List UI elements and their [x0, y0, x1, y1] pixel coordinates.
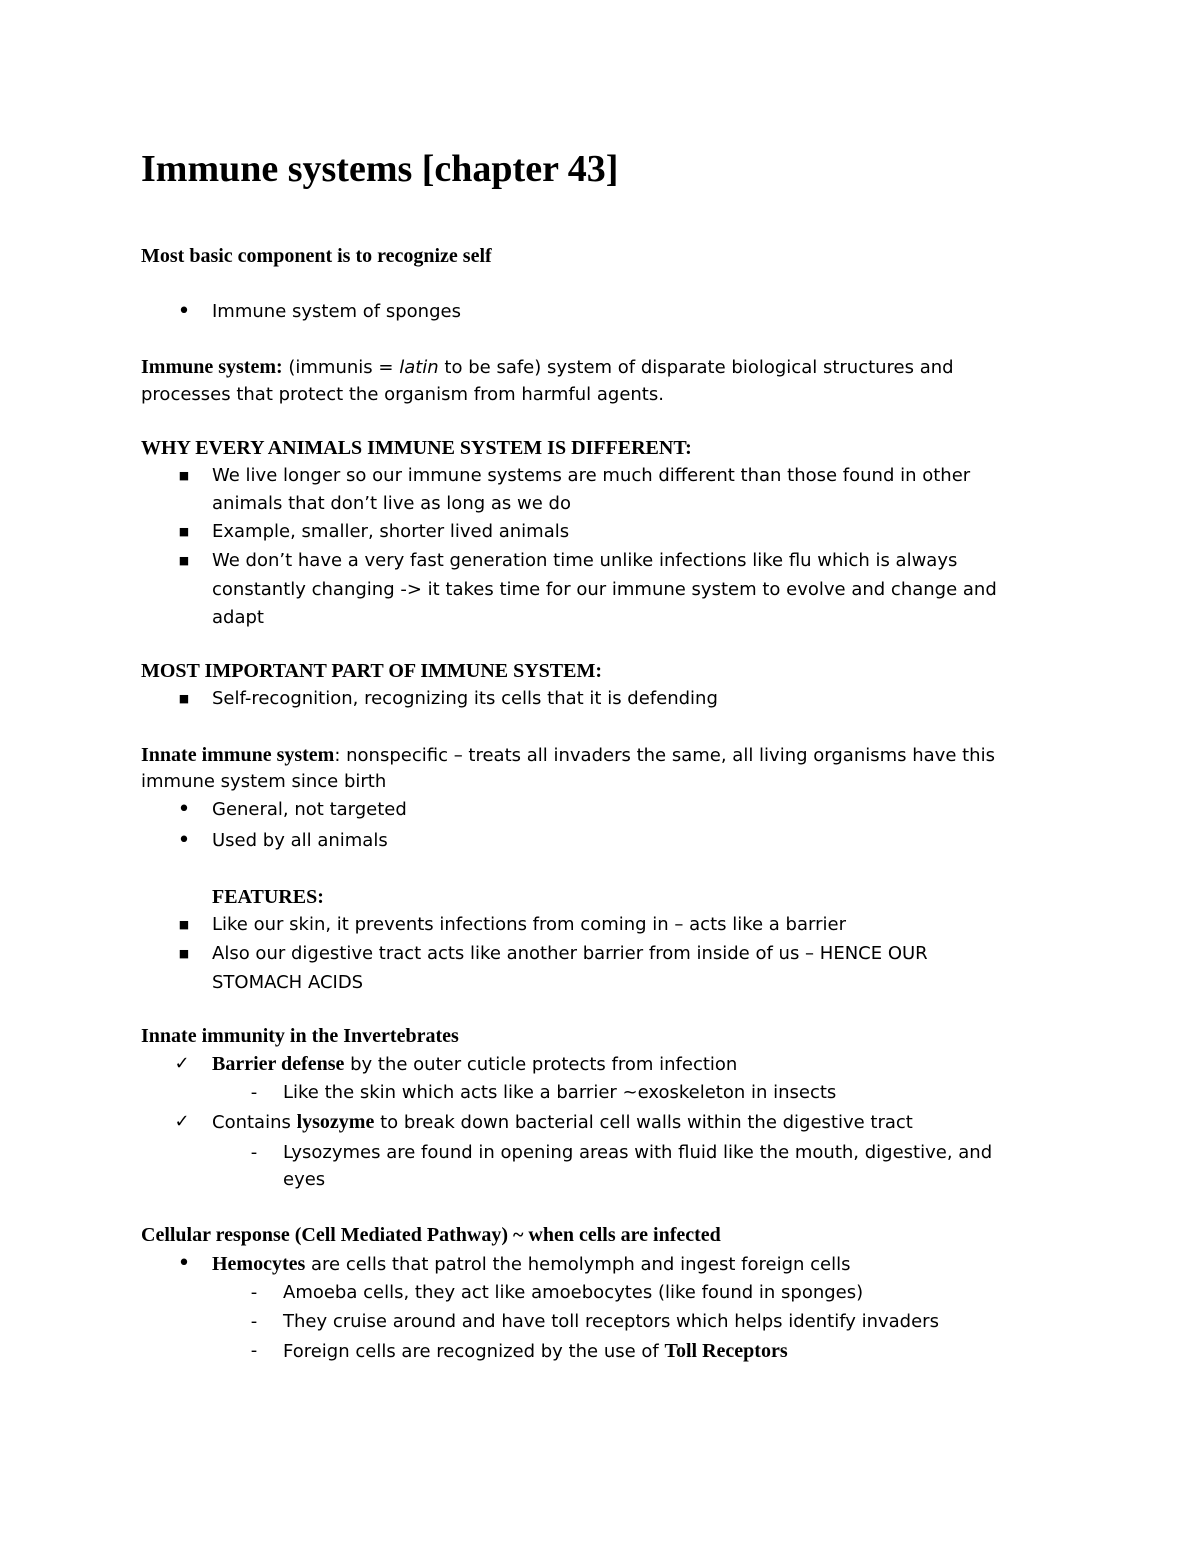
- sub-list-item: Amoeba cells, they act like amoebocytes (like found in sponges): [283, 1282, 864, 1303]
- checkmark-icon: ✓: [174, 1111, 190, 1132]
- checkmark-icon: ✓: [174, 1053, 190, 1074]
- list-item: Hemocytes are cells that patrol the hemolymph and ingest foreign cells: [212, 1253, 851, 1275]
- innate-term: Innate immune system: [141, 744, 335, 766]
- list-item: Barrier defense by the outer cuticle protects from infection: [212, 1053, 738, 1075]
- heading-invertebrates: Innate immunity in the Invertebrates: [141, 1025, 459, 1047]
- heading-cellular-response: Cellular response (Cell Mediated Pathway) ~ when cells are infected: [141, 1224, 721, 1246]
- dash-bullet-icon: -: [250, 1340, 258, 1361]
- sub-list-item: Like the skin which acts like a barrier ~exoskeleton in insects: [283, 1082, 837, 1103]
- heading-most-important: MOST IMPORTANT PART OF IMMUNE SYSTEM:: [141, 660, 603, 682]
- definition-paragraph-line2: processes that protect the organism from harmful agents.: [141, 384, 664, 405]
- list-item: We live longer so our immune systems are much different than those found in other: [212, 465, 971, 486]
- square-bullet-icon: ■: [178, 469, 190, 482]
- square-bullet-icon: ■: [178, 554, 190, 567]
- sub-list-item: Lysozymes are found in opening areas with fluid like the mouth, digestive, and: [283, 1142, 993, 1163]
- dash-bullet-icon: -: [250, 1142, 258, 1163]
- list-item: Like our skin, it prevents infections from coming in – acts like a barrier: [212, 914, 846, 935]
- list-item: Self-recognition, recognizing its cells that it is defending: [212, 688, 718, 709]
- heading-why-different: WHY EVERY ANIMALS IMMUNE SYSTEM IS DIFFERENT:: [141, 437, 692, 459]
- list-item: We don’t have a very fast generation time unlike infections like flu which is always: [212, 550, 958, 571]
- square-bullet-icon: ■: [178, 525, 190, 538]
- sub-list-item: Foreign cells are recognized by the use of Toll Receptors: [283, 1340, 788, 1362]
- list-item-continuation: adapt: [212, 607, 264, 628]
- subheading-recognize-self: Most basic component is to recognize self: [141, 245, 492, 267]
- latin-word: latin: [399, 357, 439, 378]
- list-item: Immune system of sponges: [212, 301, 461, 322]
- bullet-dot-icon: •: [177, 797, 191, 822]
- bullet-dot-icon: •: [177, 1251, 191, 1276]
- square-bullet-icon: ■: [178, 692, 190, 705]
- list-item: Example, smaller, shorter lived animals: [212, 521, 570, 542]
- square-bullet-icon: ■: [178, 947, 190, 960]
- dash-bullet-icon: -: [250, 1082, 258, 1103]
- list-item-continuation: animals that don’t live as long as we do: [212, 493, 571, 514]
- innate-paragraph: Innate immune system: nonspecific – treats all invaders the same, all living organisms have this: [141, 744, 995, 766]
- list-item: Used by all animals: [212, 830, 388, 851]
- list-item-continuation: constantly changing -> it takes time for our immune system to evolve and change and: [212, 579, 997, 600]
- square-bullet-icon: ■: [178, 918, 190, 931]
- definition-term: Immune system:: [141, 356, 283, 378]
- innate-paragraph-line2: immune system since birth: [141, 771, 387, 792]
- list-item: Contains lysozyme to break down bacterial cell walls within the digestive tract: [212, 1111, 913, 1133]
- sub-list-item: They cruise around and have toll receptors which helps identify invaders: [283, 1311, 939, 1332]
- bullet-dot-icon: •: [177, 299, 191, 324]
- dash-bullet-icon: -: [250, 1282, 258, 1303]
- bullet-dot-icon: •: [177, 828, 191, 853]
- heading-features: FEATURES:: [212, 886, 324, 908]
- list-item: General, not targeted: [212, 799, 407, 820]
- dash-bullet-icon: -: [250, 1311, 258, 1332]
- sub-list-item-continuation: eyes: [283, 1169, 326, 1190]
- list-item: Also our digestive tract acts like another barrier from inside of us – HENCE OUR: [212, 943, 928, 964]
- page-title: Immune systems [chapter 43]: [141, 148, 619, 190]
- list-item-continuation: STOMACH ACIDS: [212, 972, 364, 993]
- definition-paragraph: Immune system: (immunis = latin to be safe) system of disparate biological structures and: [141, 356, 954, 378]
